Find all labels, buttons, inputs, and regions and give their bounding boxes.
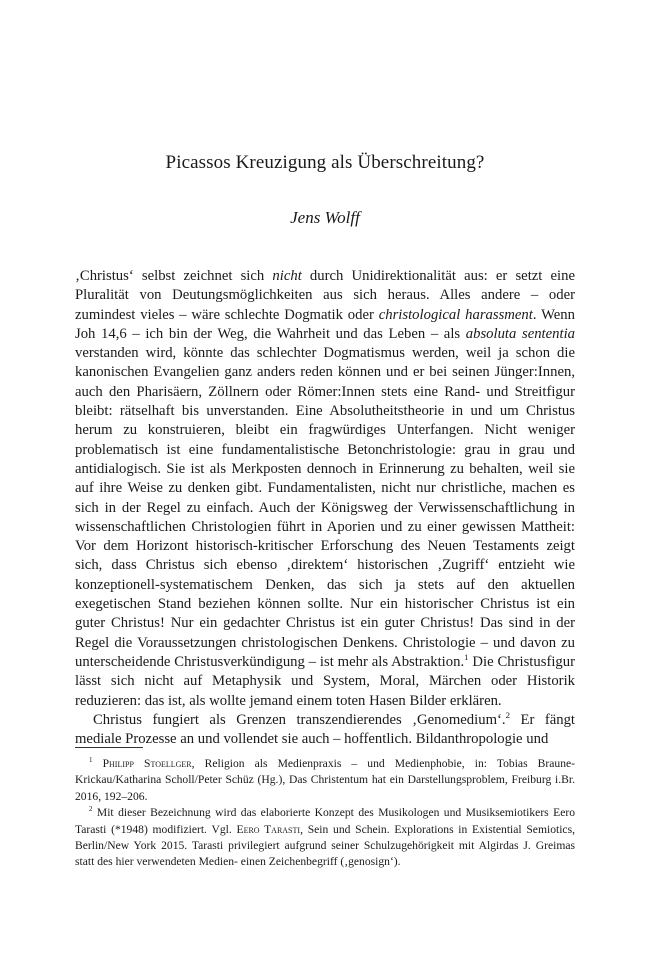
footnote-author: Eero Tarasti — [236, 822, 301, 836]
article-title: Picassos Kreuzigung als Überschreitung? — [165, 152, 485, 173]
text-run: Christus fungiert als Grenzen transzendierendes ‚Genomedium‘. — [93, 711, 506, 728]
text-run: ‚Christus‘ selbst zeichnet sich — [75, 268, 273, 284]
footnote-author: Philipp Stoellger — [102, 757, 192, 770]
paragraph-1 — [75, 267, 575, 711]
footnote-2 — [75, 805, 575, 871]
emphasis: absoluta sententia — [465, 325, 575, 342]
paragraph-2 — [75, 711, 575, 750]
footnote-divider — [75, 747, 143, 748]
text-run: Die Christusfigur lässt sich nicht auf Metaphysik und System, Moral, Märchen oder Historik reduzieren: das ist, als wollte jemand einem toten Hasen Bilder erklären. — [75, 653, 575, 709]
text-run: Er fängt mediale Prozesse an und vollendet sie auch – hoffentlich. Bildanthropologie und — [75, 711, 575, 748]
article-author: Jens Wolff — [290, 208, 360, 227]
emphasis: nicht — [272, 268, 302, 284]
footnote-ref-2[interactable]: 2 — [505, 709, 510, 720]
emphasis: christological harassment — [378, 306, 533, 323]
main-text — [75, 267, 575, 749]
footnote-number: 1 — [89, 756, 93, 765]
footnote-text: Mit dieser Bezeichnung wird das elaborierte Konzept des Musikologen und Musiksemiotikers Eero Tarasti (*1948) modifiziert. Vgl. — [75, 806, 575, 836]
footnote-text: , Religion als Medienpraxis – und Medienphobie, in: Tobias Braune-Krickau/Katharina Scholl/Peter Schüz (Hg.), Das Christentum hat ein Darstellungsproblem, Freiburg i.Br. 2016, 192–206. — [75, 757, 576, 803]
footnote-number: 2 — [89, 805, 93, 814]
text-run: durch Unidirektionalität aus: er setzt eine Pluralität von Deutungsmöglichkeiten aus sich heraus. Alles andere – oder zumindest vieles – wäre schlechte Dogmatik oder — [75, 268, 575, 323]
footnotes — [75, 756, 575, 871]
footnote-1 — [75, 756, 575, 805]
text-run: . Wenn Joh 14,6 – ich bin der Weg, die Wahrheit und das Leben – als — [75, 306, 575, 342]
footnote-text: , Sein und Schein. Explorations in Existential Semiotics, Berlin/New York 2015. Tarasti privilegiert aufgrund seiner Schulzugehörigkeit mit Algirdas J. Greimas statt des hier verwendeten Medien- einen Zeichenbegriff (‚genosign‘). — [75, 822, 575, 869]
text-run: verstanden wird, könnte das schlechter Dogmatismus werden, weil ja schon die kanonischen Evangelien ganz anders reden können und er bei seinen Jünger:Innen, auch den Pharisäern, Zöllnern oder Römer:Innen stets eine Rand- und Streitfigur bleibt: rätselhaft bis unverstanden. Eine Absolutheitstheorie in und um Christus herum zu konstruieren, bleibt ein fragwürdiges Unterfangen. Nicht weniger problematisch ist eine fundamentalistische Betonchristologie: grau in grau und antidialogisch. Sie ist als Merkposten dennoch in Erinnerung zu behalten, weil sie auf ihre Weise zu denken gibt. Fundamentalisten, nicht nur christliche, machen es sich in der Regel zu einfach. Auch der Königsweg der Verwissenschaftlichung in wissenschaftlichen Christologien führt in Aporien und zu einer gewissen Mattheit: Vor dem Horizont historisch-kritischer Erforschung des Neuen Testaments zeigt sich, dass Christus sich ebenso ‚direktem‘ historischen ‚Zugriff‘ entzieht wie konzeptionell-systematischem Denken, das sich ja stets auf den aktuellen exegetischen Stand beziehen können sollte. Nur ein historischer Christus ist ein guter Christus! Nur ein gedachter Christus ist ein guter Christus! Das sind in der Regel die Voraussetzungen christologischen Denkens. Christologie – und davon zu unterscheidende Christusverkündigung – ist mehr als Abstraktion. — [75, 345, 575, 670]
footnote-ref-1[interactable]: 1 — [464, 652, 469, 663]
